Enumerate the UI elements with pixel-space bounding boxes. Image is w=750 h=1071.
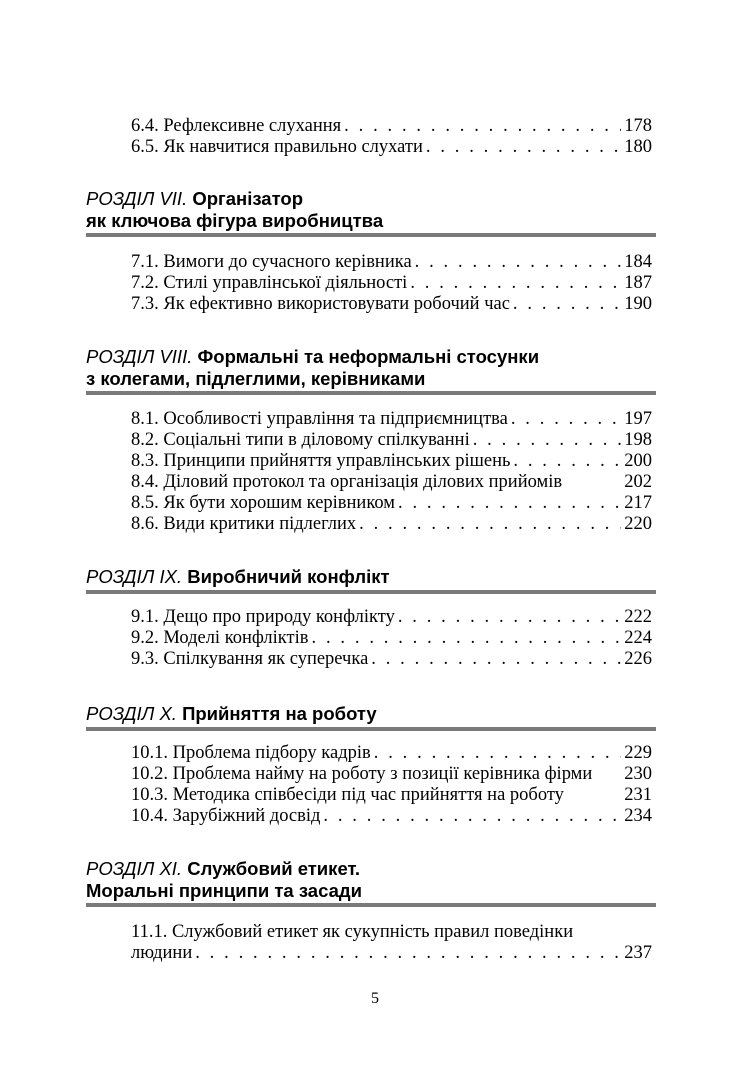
entry-page: 187: [624, 273, 652, 293]
entry-number: 8.4.: [131, 472, 159, 492]
dot-leader: [410, 273, 621, 294]
entry-page: 229: [624, 743, 652, 763]
toc-entry[interactable]: [131, 472, 652, 493]
section-divider: [86, 727, 656, 731]
entry-number: 9.1.: [131, 607, 159, 627]
dot-leader: [513, 294, 621, 315]
entry-page: 197: [624, 409, 652, 429]
dot-leader: [371, 649, 621, 670]
entry-title: Соціальні типи в діловому спілкуванні: [163, 430, 470, 450]
dot-leader: [374, 743, 621, 764]
entry-number: 8.2.: [131, 430, 159, 450]
entry-title: Проблема найму на роботу з позиції керівника фірми: [172, 764, 593, 784]
section-title: Прийняття на роботу: [182, 703, 377, 724]
dot-leader: [398, 607, 621, 628]
entry-title: Дещо про природу конфлікту: [163, 607, 395, 627]
entry-number: 6.5.: [131, 137, 159, 157]
section-heading: [86, 703, 656, 725]
entry-title: Як бути хорошим керівником: [163, 493, 395, 513]
section-label: РОЗДІЛ VII.: [86, 188, 188, 209]
entry-title: Як ефективно використовувати робочий час: [163, 294, 510, 314]
section-heading: [86, 188, 656, 232]
section-title: Виробничий конфлікт: [187, 566, 390, 587]
dot-leader: [323, 806, 621, 827]
entry-page: 178: [624, 116, 652, 136]
entry-title: Особливості управління та підприємництва: [163, 409, 508, 429]
toc-entry[interactable]: [131, 764, 652, 785]
entry-title: Діловий протокол та організація ділових прийомів: [163, 472, 563, 492]
dot-leader: [344, 116, 621, 137]
dot-leader: [511, 409, 621, 430]
entry-title: Моделі конфліктів: [163, 628, 309, 648]
entry-number: 8.5.: [131, 493, 159, 513]
entry-title: Службовий етикет як сукупність правил поведінки: [171, 922, 574, 942]
toc-entry[interactable]: [131, 628, 652, 649]
entry-page: 198: [624, 430, 652, 450]
entry-page: 217: [624, 493, 652, 513]
entry-number: 11.1.: [131, 922, 168, 942]
toc-entry[interactable]: [131, 451, 652, 472]
entry-title: Стилі управлінської діяльності: [163, 273, 408, 293]
section-divider: [86, 590, 656, 594]
entry-number: 7.3.: [131, 294, 159, 314]
entry-page: 234: [624, 806, 652, 826]
entry-title: Види критики підлеглих: [163, 514, 357, 534]
entry-number: 7.2.: [131, 273, 159, 293]
entry-page: 220: [624, 514, 652, 534]
entry-number: 10.3.: [131, 785, 168, 805]
section-divider: [86, 391, 656, 395]
toc-entry[interactable]: [131, 116, 652, 137]
toc-entry[interactable]: [131, 806, 652, 827]
entry-page: 184: [624, 252, 652, 272]
section-title-line2: як ключова фігура виробництва: [86, 210, 384, 231]
dot-leader: [415, 252, 622, 273]
section-title: Формальні та неформальні стосунки: [197, 346, 540, 367]
entry-page: 200: [624, 451, 652, 471]
entry-title: Вимоги до сучасного керівника: [163, 252, 412, 272]
toc-entry[interactable]: [131, 430, 652, 451]
entry-page: 202: [624, 472, 652, 492]
entry-page: 180: [624, 137, 652, 157]
entry-title: Проблема підбору кадрів: [172, 743, 371, 763]
entry-number: 10.4.: [131, 806, 168, 826]
toc-entry[interactable]: [131, 607, 652, 628]
section-heading: [86, 566, 656, 588]
entry-page: 226: [624, 649, 652, 669]
toc-entry[interactable]: [131, 649, 652, 670]
page-number: 5: [371, 990, 379, 1007]
entry-number: 10.1.: [131, 743, 168, 763]
section-title: Організатор: [192, 188, 304, 209]
section-title-line2: з колегами, підлеглими, керівниками: [86, 368, 426, 389]
section-label: РОЗДІЛ VIII.: [86, 346, 193, 367]
entry-page: 231: [624, 785, 652, 805]
entry-number: 6.4.: [131, 116, 159, 136]
dot-leader: [513, 451, 621, 472]
entry-page: 237: [624, 943, 652, 963]
toc-entry-continuation[interactable]: [131, 943, 652, 964]
section-divider: [86, 903, 656, 907]
dot-leader: [195, 943, 621, 964]
toc-entry[interactable]: [131, 514, 652, 535]
dot-leader: [398, 493, 621, 514]
entry-number: 9.2.: [131, 628, 159, 648]
entry-title-continuation: людини: [131, 943, 193, 963]
toc-entry[interactable]: [131, 294, 652, 315]
entry-title: Рефлексивне слухання: [163, 116, 342, 136]
entry-title: Методика співбесіди під час прийняття на роботу: [172, 785, 564, 805]
entry-title: Зарубіжний досвід: [172, 806, 321, 826]
entry-number: 8.1.: [131, 409, 159, 429]
entry-number: 8.6.: [131, 514, 159, 534]
section-heading: [86, 858, 656, 902]
entry-number: 10.2.: [131, 764, 168, 784]
section-title: Службовий етикет.: [187, 858, 361, 879]
entry-page: 222: [624, 607, 652, 627]
section-label: РОЗДІЛ X.: [86, 703, 177, 724]
dot-leader: [312, 628, 622, 649]
entry-number: 7.1.: [131, 252, 159, 272]
section-label: РОЗДІЛ IX.: [86, 566, 183, 587]
section-heading: [86, 346, 656, 390]
toc-entry[interactable]: [131, 409, 652, 430]
section-title-line2: Моральні принципи та засади: [86, 880, 362, 901]
toc-entry[interactable]: [131, 493, 652, 514]
dot-leader: [473, 430, 622, 451]
toc-entry[interactable]: [131, 137, 652, 158]
dot-leader: [359, 514, 621, 535]
entry-page: 224: [624, 628, 652, 648]
entry-page: 190: [624, 294, 652, 314]
toc-entry[interactable]: [131, 743, 652, 764]
toc-entry[interactable]: [131, 922, 652, 943]
entry-page: 230: [624, 764, 652, 784]
toc-entry[interactable]: [131, 273, 652, 294]
entry-number: 9.3.: [131, 649, 159, 669]
section-label: РОЗДІЛ XI.: [86, 858, 183, 879]
entry-title: Спілкування як суперечка: [163, 649, 369, 669]
toc-entry[interactable]: [131, 785, 652, 806]
dot-leader: [426, 137, 621, 158]
toc-entry[interactable]: [131, 252, 652, 273]
entry-title: Принципи прийняття управлінських рішень: [163, 451, 511, 471]
entry-title: Як навчитися правильно слухати: [163, 137, 423, 157]
section-divider: [86, 233, 656, 237]
entry-number: 8.3.: [131, 451, 159, 471]
